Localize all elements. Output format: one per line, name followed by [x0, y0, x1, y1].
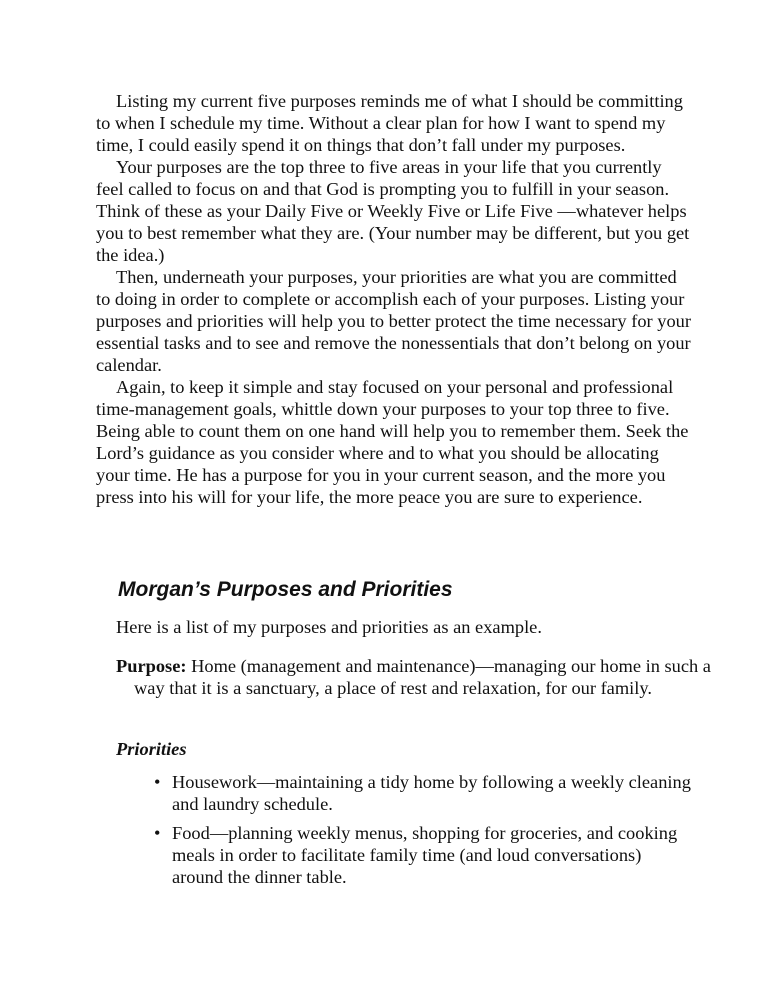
- bullet-icon: •: [154, 823, 161, 843]
- list-item-text: Housework—maintaining a tidy home by following a weekly cleaning and laundry schedule.: [172, 772, 691, 814]
- list-item: [154, 822, 694, 888]
- purpose-text: Home (management and maintenance)—managing our home in such a way that it is a sanctuary, a place of rest and relaxation, for our family.: [134, 656, 711, 698]
- section-intro: Here is a list of my purposes and priorities as an example.: [116, 617, 542, 637]
- paragraph: Then, underneath your purposes, your priorities are what you are committed to doing in order to complete or accomplish each of your purposes. Listing your purposes and priorities will help you to better protect the time necessary for your essential tasks and to see and remove the nonessentials that don’t belong on your calendar.: [96, 267, 691, 375]
- section-heading: Morgan’s Purposes and Priorities: [118, 578, 453, 601]
- list-item: [154, 771, 694, 815]
- body-text: [96, 90, 692, 508]
- purpose-label: Purpose:: [116, 656, 187, 676]
- bullet-icon: •: [154, 772, 161, 792]
- paragraph: Listing my current five purposes reminds me of what I should be committing to when I schedule my time. Without a clear plan for how I want to spend my time, I could easily spend it on things that don’t fall under my purposes.: [96, 91, 683, 155]
- book-page: [96, 90, 711, 887]
- purpose-entry: [116, 655, 714, 699]
- paragraph: Your purposes are the top three to five areas in your life that you currently feel called to focus on and that God is prompting you to fulfill in your season. Think of these as your Daily Five or Weekly Five or Life Five —whatever helps you to best remember what they are. (Your number may be different, but you get the idea.): [96, 157, 690, 265]
- priorities-heading: Priorities: [116, 739, 187, 759]
- paragraph: Again, to keep it simple and stay focused on your personal and professional time-management goals, whittle down your purposes to your top three to five. Being able to count them on one hand will help you to remember them. Seek the Lord’s guidance as you consider where and to what you should be allocating your time. He has a purpose for you in your current season, and the more you press into his will for your life, the more peace you are sure to experience.: [96, 377, 689, 507]
- list-item-text: Food—planning weekly menus, shopping for groceries, and cooking meals in order to facilitate family time (and loud conversations) around the dinner table.: [172, 823, 678, 887]
- priorities-list: [154, 771, 694, 895]
